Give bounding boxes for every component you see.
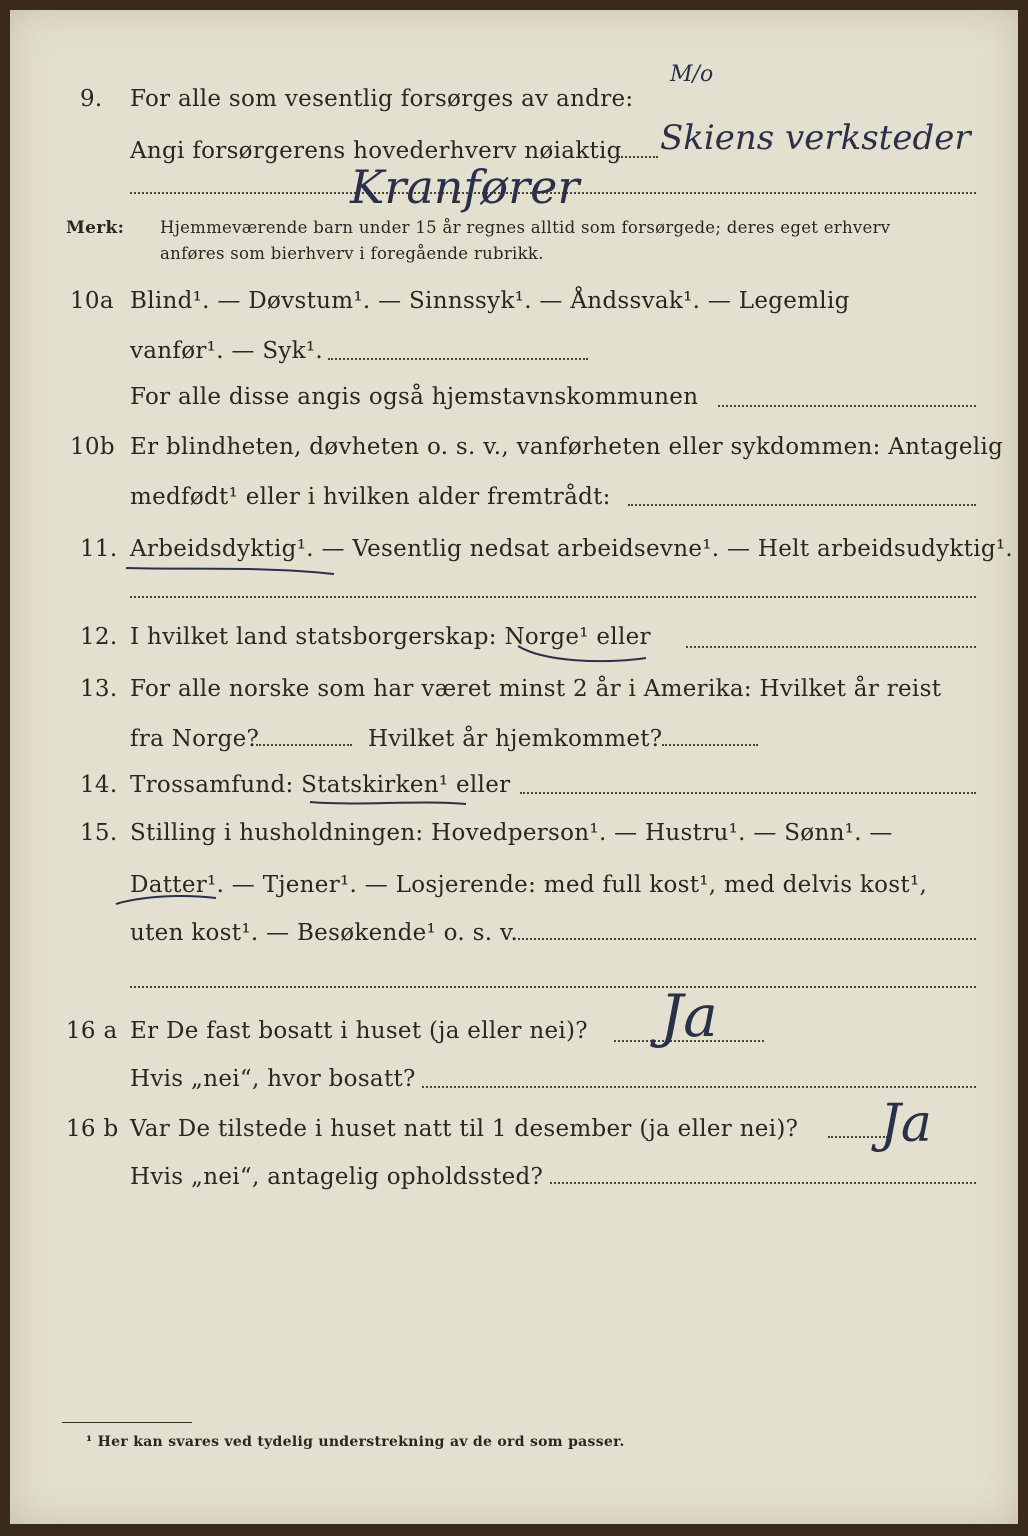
q14-answer-line	[520, 792, 976, 794]
q14-line1: Trossamfund: Statskirken¹ eller	[130, 772, 511, 798]
q12-hand-underline	[514, 640, 654, 670]
census-form-page	[10, 10, 1018, 1524]
q11-line1: Arbeidsdyktig¹. — Vesentlig nedsat arbeidsevne¹. — Helt arbeidsudyktig¹.	[130, 536, 1014, 562]
footnote-text: ¹ Her kan svares ved tydelig understrekning av de ord som passer.	[86, 1434, 625, 1450]
q13-number: 13.	[80, 676, 118, 702]
q10a-line1: Blind¹. — Døvstum¹. — Sinnssyk¹. — Åndssvak¹. — Legemlig	[130, 288, 850, 314]
q15-number: 15.	[80, 820, 118, 846]
q10b-line1: Er blindheten, døvheten o. s. v., vanførheten eller sykdommen: Antagelig	[130, 434, 1004, 460]
q16b-line2: Hvis „nei“, antagelig opholdssted?	[130, 1164, 544, 1190]
q16a-answer-line-2	[422, 1086, 976, 1088]
q9-answer-line	[618, 156, 658, 158]
q10b-line2: medfødt¹ eller i hvilken alder fremtrådt:	[130, 484, 611, 510]
q16a-line1: Er De fast bosatt i huset (ja eller nei)?	[130, 1018, 588, 1044]
q16b-answer-line-2	[550, 1182, 976, 1184]
q12-line1: I hvilket land statsborgerskap: Norge¹ eller	[130, 624, 651, 650]
q13-line1: For alle norske som har været minst 2 år i Amerika: Hvilket år reist	[130, 676, 942, 702]
q13-line2a: fra Norge?	[130, 726, 260, 752]
q9-line1: For alle som vesentlig forsørges av andre:	[130, 86, 634, 112]
q12-answer-line	[686, 646, 976, 648]
q13-answer-line-a	[256, 744, 352, 746]
q14-number: 14.	[80, 772, 118, 798]
merk-line2: anføres som bierhverv i foregående rubrikk.	[160, 244, 544, 263]
q16b-line1: Var De tilstede i huset natt til 1 desember (ja eller nei)?	[130, 1116, 799, 1142]
q9-hand-occupation: Kranfører	[350, 160, 580, 214]
q15-hand-underline	[112, 890, 222, 910]
q9-number: 9.	[80, 86, 103, 112]
q10a-number: 10a	[70, 288, 114, 314]
q10b-answer-line	[628, 504, 976, 506]
q12-number: 12.	[80, 624, 118, 650]
merk-label: Merk:	[66, 218, 125, 238]
q9-hand-prefix: M/o	[670, 62, 714, 87]
q16b-number: 16 b	[66, 1116, 119, 1142]
q9-hand-employer: Skiens verksteder	[660, 118, 971, 158]
q13-answer-line-b	[662, 744, 758, 746]
q15-answer-line-2	[130, 986, 976, 988]
q9-line2: Angi forsørgerens hovederhverv nøiaktig	[130, 138, 622, 164]
q11-answer-line	[130, 596, 976, 598]
q10a-answer-line-2	[718, 405, 976, 407]
q10a-line2: vanfør¹. — Syk¹.	[130, 338, 324, 364]
q16a-hand-answer: Ja	[660, 982, 718, 1050]
q14-hand-underline	[306, 792, 476, 812]
q15-line2: Datter¹. — Tjener¹. — Losjerende: med full kost¹, med delvis kost¹,	[130, 872, 928, 898]
q16b-answer-line	[828, 1136, 888, 1138]
merk-line1: Hjemmeværende barn under 15 år regnes alltid som forsørgede; deres eget erhverv	[160, 218, 891, 237]
q15-line1: Stilling i husholdningen: Hovedperson¹. — Hustru¹. — Sønn¹. —	[130, 820, 893, 846]
q16a-line2: Hvis „nei“, hvor bosatt?	[130, 1066, 416, 1092]
q10a-line3: For alle disse angis også hjemstavnskommunen	[130, 384, 699, 410]
q10b-number: 10b	[70, 434, 115, 460]
q15-answer-line	[518, 938, 976, 940]
q16b-hand-answer: Ja	[880, 1094, 932, 1154]
q11-hand-underline	[122, 558, 342, 582]
q10a-answer-line	[328, 358, 588, 360]
q11-number: 11.	[80, 536, 118, 562]
footnote-rule	[62, 1422, 192, 1423]
q16a-number: 16 a	[66, 1018, 118, 1044]
q15-line3: uten kost¹. — Besøkende¹ o. s. v.	[130, 920, 519, 946]
q13-line2b: Hvilket år hjemkommet?	[368, 726, 663, 752]
